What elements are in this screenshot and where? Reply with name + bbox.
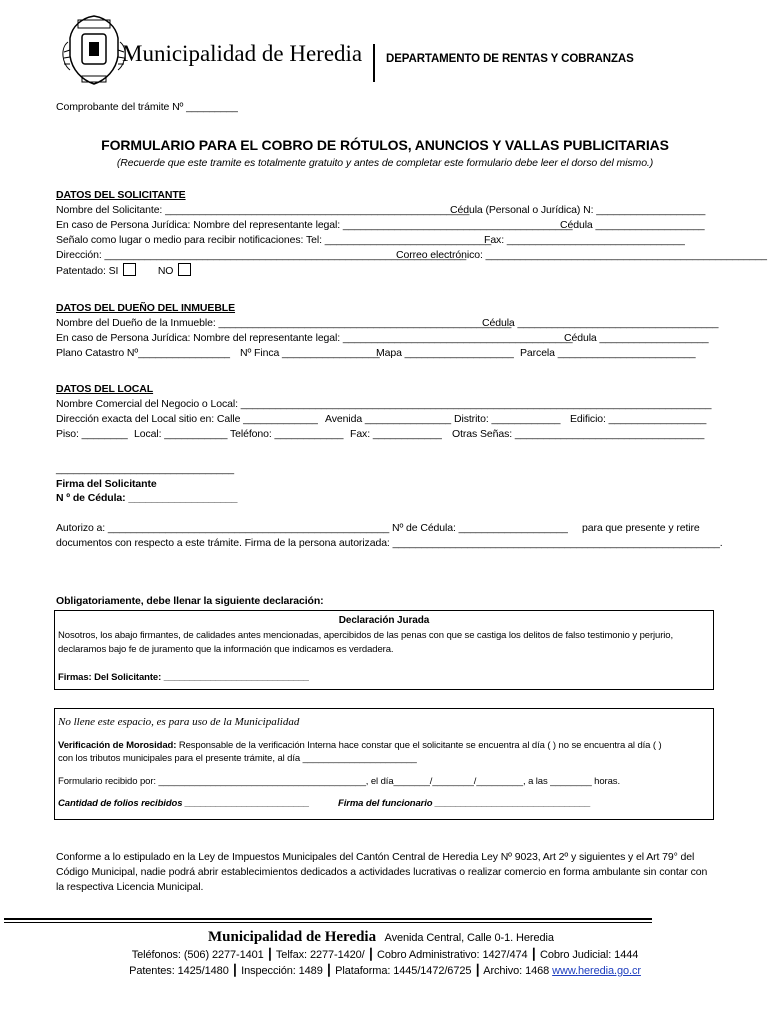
local-avenida-field[interactable]: Avenida _______________ — [325, 413, 451, 425]
solicitante-address-field[interactable]: Dirección: _______________________________________________________________ — [56, 249, 467, 261]
local-local-field[interactable]: Local: ___________ — [134, 428, 228, 440]
declaracion-intro: Obligatoriamente, debe llenar la siguiente declaración: — [56, 595, 324, 607]
footer-website-link[interactable]: www.heredia.go.cr — [552, 965, 641, 977]
footer-rule-top — [4, 918, 652, 920]
patentado-row — [56, 263, 193, 278]
firma-line[interactable]: _______________________________ — [56, 463, 234, 475]
footer-patentes: Patentes: 1425/1480 ┃ Inspección: 1489 ┃ Plataforma: 1445/1472/6725 ┃ Archivo: 1468 — [129, 965, 553, 977]
form-title: FORMULARIO PARA EL COBRO DE RÓTULOS, ANUNCIOS Y VALLAS PUBLICITARIAS — [101, 137, 669, 153]
form-subtitle: (Recuerde que este tramite es totalmente gratuito y antes de completar este formulario debe leer el dorso del mismo.) — [116, 157, 654, 169]
comprobante-field[interactable]: Comprobante del trámite Nº _________ — [56, 101, 238, 113]
recibido-field[interactable]: Formulario recibido por: ________________________________________, el día_______/________/_________, a las ________ horas. — [58, 776, 620, 787]
firma-cedula-field[interactable]: N º de Cédula: ___________________ — [56, 492, 238, 504]
municipal-seal-icon — [60, 12, 128, 90]
solicitante-legal-rep-field[interactable]: En caso de Persona Jurídica: Nombre del representante legal: ________________________________________ — [56, 219, 573, 231]
local-fax-field[interactable]: Fax: ____________ — [350, 428, 442, 440]
verificacion-text: Responsable de la verificación Interna hace constar que el solicitante se encuentra al día ( ) no se encuentra al día ( ) — [176, 740, 662, 751]
patentado-no-label: NO — [157, 265, 174, 277]
footer-org-row — [208, 928, 554, 946]
folios-field[interactable]: Cantidad de folios recibidos ________________________ — [58, 798, 310, 809]
plano-catastro-field[interactable]: Plano Catastro Nº________________ — [56, 347, 230, 359]
local-otras-senas-field[interactable]: Otras Señas: _________________________________ — [452, 428, 705, 440]
declaracion-text-2: declaramos bajo fe de juramento que la información que indicamos es verdadera. — [58, 644, 394, 655]
conforme-text-3: la respectiva Licencia Municipal. — [56, 881, 204, 893]
patentado-si-checkbox[interactable] — [123, 263, 136, 276]
autorizo-text: para que presente y retire — [582, 522, 700, 534]
local-piso-field[interactable]: Piso: ________ — [56, 428, 128, 440]
parcela-field[interactable]: Parcela ________________________ — [520, 347, 696, 359]
section-heading-local: DATOS DEL LOCAL — [56, 383, 154, 395]
local-distrito-field[interactable]: Distrito: ____________ — [454, 413, 561, 425]
autorizo-firma-field[interactable]: documentos con respecto a este trámite. Firma de la persona autorizada: _________________________________________________________. — [56, 537, 723, 549]
footer-rule-bottom — [4, 922, 652, 923]
local-name-field[interactable]: Nombre Comercial del Negocio o Local: __________________________________________________________________________________ — [56, 398, 712, 410]
department-name: DEPARTAMENTO DE RENTAS Y COBRANZAS — [386, 53, 634, 65]
autorizo-cedula-field[interactable]: Nº de Cédula: ___________________ — [392, 522, 568, 534]
uso-municipal-note: No llene este espacio, es para uso de la Municipalidad — [58, 716, 300, 728]
local-telefono-field[interactable]: Teléfono: ____________ — [230, 428, 344, 440]
local-edificio-field[interactable]: Edificio: _________________ — [570, 413, 707, 425]
footer-phones: Teléfonos: (506) 2277-1401 ┃ Telfax: 2277-1420/ ┃ Cobro Administrativo: 1427/474 ┃ Cobro Judicial: 1444 — [131, 949, 639, 961]
footer-patentes-row — [0, 964, 770, 978]
declaracion-firmas-field[interactable]: Firmas: Del Solicitante: ____________________________ — [58, 672, 309, 683]
dueno-rep-cedula-field[interactable]: Cédula ___________________ — [564, 332, 709, 344]
solicitante-tel-field[interactable]: Señalo como lugar o medio para recibir notificaciones: Tel: _____________________________ — [56, 234, 492, 246]
section-heading-dueno: DATOS DEL DUEÑO DEL INMUEBLE — [56, 302, 236, 314]
header-divider — [373, 44, 375, 82]
conforme-text-2: Código Municipal, nadie podrá abrir establecimientos dedicados a actividades lucrativas o realizar comercio en forma ambulante sin contar con — [56, 866, 708, 878]
solicitante-cedula-field[interactable]: Cédula (Personal o Jurídica) N: ___________________ — [450, 204, 706, 216]
finca-field[interactable]: Nº Finca _________________ — [240, 347, 380, 359]
firma-label: Firma del Solicitante — [56, 478, 157, 490]
mapa-field[interactable]: Mapa ___________________ — [376, 347, 514, 359]
autorizo-field[interactable]: Autorizo a: _________________________________________________ — [56, 522, 390, 534]
dueno-cedula-field[interactable]: Cédula ___________________________________ — [482, 317, 719, 329]
solicitante-fax-field[interactable]: Fax: _______________________________ — [484, 234, 685, 246]
footer-address: Avenida Central, Calle 0-1. Heredia — [384, 932, 554, 944]
verificacion-label: Verificación de Morosidad: — [58, 740, 177, 751]
declaracion-title: Declaración Jurada — [338, 615, 430, 626]
dueno-legal-rep-field[interactable]: En caso de Persona Jurídica: Nombre del representante legal: ________________________________________ — [56, 332, 573, 344]
patentado-label: Patentado: SI — [56, 265, 119, 277]
section-heading-solicitante: DATOS DEL SOLICITANTE — [56, 189, 186, 201]
conforme-text-1: Conforme a lo estipulado en la Ley de Impuestos Municipales del Cantón Central de Heredia Ley Nº 9023, Art 2º y siguientes y el Art 79° del — [56, 851, 695, 863]
funcionario-field[interactable]: Firma del funcionario ______________________________ — [338, 798, 591, 809]
local-calle-field[interactable]: Dirección exacta del Local sitio en: Calle _____________ — [56, 413, 318, 425]
solicitante-rep-cedula-field[interactable]: Cédula ___________________ — [560, 219, 705, 231]
solicitante-name-field[interactable]: Nombre del Solicitante: _____________________________________________________ — [56, 204, 470, 216]
declaracion-text-1: Nosotros, los abajo firmantes, de calidades antes mencionadas, apercibidos de las penas con que se castiga los delitos de falso testimonio y perjurio, — [58, 630, 673, 641]
verificacion-text-2[interactable]: con los tributos municipales para el presente trámite, al día ______________________ — [58, 753, 417, 764]
patentado-no-checkbox[interactable] — [178, 263, 191, 276]
org-name: Municipalidad de Heredia — [122, 41, 363, 66]
footer-org-name: Municipalidad de Heredia — [208, 929, 377, 945]
verificacion-row — [58, 739, 662, 753]
dueno-name-field[interactable]: Nombre del Dueño de la Inmueble: ___________________________________________________ — [56, 317, 512, 329]
solicitante-email-field[interactable]: Correo electrónico: _________________________________________________ — [396, 249, 767, 261]
